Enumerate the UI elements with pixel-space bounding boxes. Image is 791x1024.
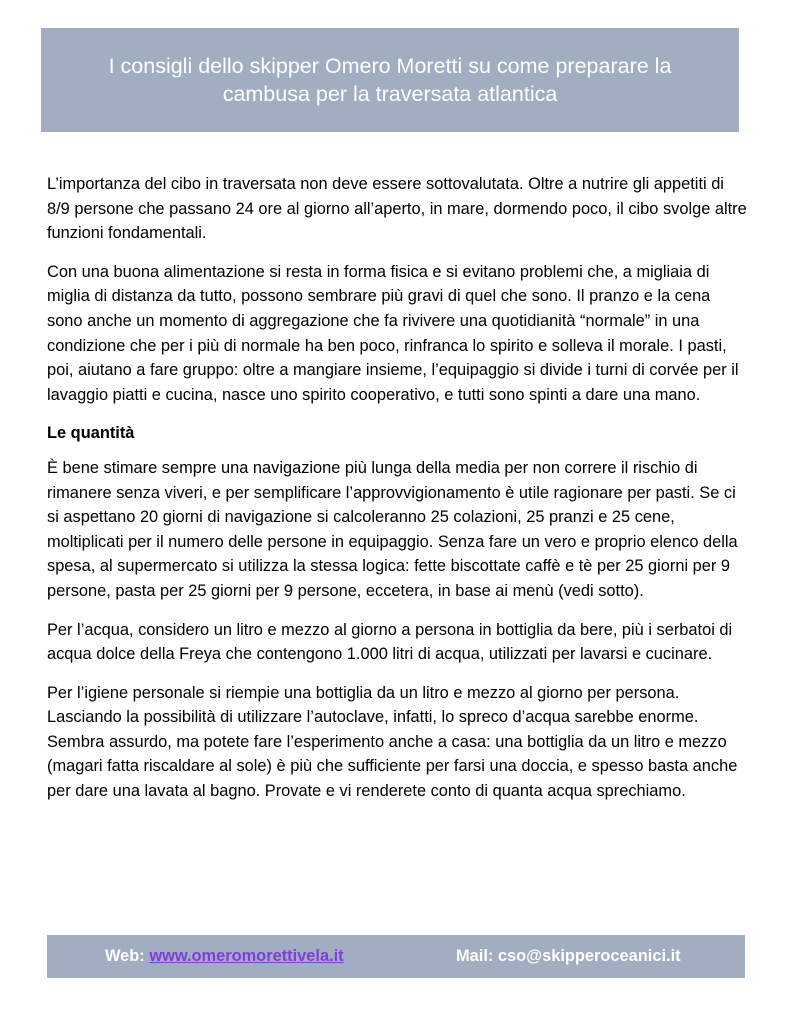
- paragraph-water: Per l’acqua, considero un litro e mezzo al giorno a persona in bottiglia da bere, più i serbatoi di acqua dolce della Freya che contengono 1.000 litri di acqua, utilizzati per lavarsi e cucinare.: [47, 620, 733, 664]
- website-link[interactable]: www.omeromorettivela.it: [149, 947, 344, 965]
- section-heading-quantities: Le quantità: [47, 424, 135, 443]
- footer-banner: [47, 935, 745, 978]
- paragraph-quantities: È bene stimare sempre una navigazione più lunga della media per non correre il rischio di rimanere senza viveri, e per semplificare l’approvvigionamento è utile ragionare per pasti. Se ci si aspettano 20 giorni di navigazione si calcoleranno 25 colazioni, 25 pranzi e 25 cene, moltiplicati per il numero delle persone in equipaggio. Senza fare un vero e proprio elenco della spesa, al supermercato si utilizza la stessa logica: fette biscottate caffè e tè per 25 giorni per 9 persone, pasta per 25 giorni per 9 persone, eccetera, in base ai menù (vedi sotto).: [47, 458, 738, 600]
- page-title: I consigli dello skipper Omero Moretti su come preparare la cambusa per la traversata atlantica: [108, 54, 672, 106]
- header-banner: [41, 28, 739, 132]
- web-label: Web:: [105, 947, 150, 965]
- article-body: [47, 172, 747, 818]
- footer-web: [105, 947, 344, 966]
- footer-mail: Mail: cso@skipperoceanici.it: [456, 947, 681, 965]
- paragraph-nutrition: Con una buona alimentazione si resta in forma fisica e si evitano problemi che, a migliaia di miglia di distanza da tutto, possono sembrare più gravi di quel che sono. Il pranzo e la cena sono anche un momento di aggregazione che fa rivivere una quotidianità “normale” in una condizione che per i più di normale ha ben poco, rinfranca lo spirito e solleva il morale. I pasti, poi, aiutano a fare gruppo: oltre a mangiare insieme, l’equipaggio si divide i turni di corvée per il lavaggio piatti e cucina, nasce uno spirito cooperativo, e tutti sono spinti a dare una mano.: [47, 262, 739, 404]
- paragraph-intro: L’importanza del cibo in traversata non deve essere sottovalutata. Oltre a nutrire gli appetiti di 8/9 persone che passano 24 ore al giorno all’aperto, in mare, dormendo poco, il cibo svolge altre funzioni fondamentali.: [47, 175, 747, 243]
- paragraph-hygiene: Per l’igiene personale si riempie una bottiglia da un litro e mezzo al giorno per persona. Lasciando la possibilità di utilizzare l’autoclave, infatti, lo spreco d’acqua sarebbe enorme. Sembra assurdo, ma potete fare l’esperimento anche a casa: una bottiglia da un litro e mezzo (magari fatta riscaldare al sole) è più che sufficiente per farsi una doccia, e spesso basta anche per dare una lavata al bagno. Provate e vi renderete conto di quanta acqua sprechiamo.: [47, 683, 738, 801]
